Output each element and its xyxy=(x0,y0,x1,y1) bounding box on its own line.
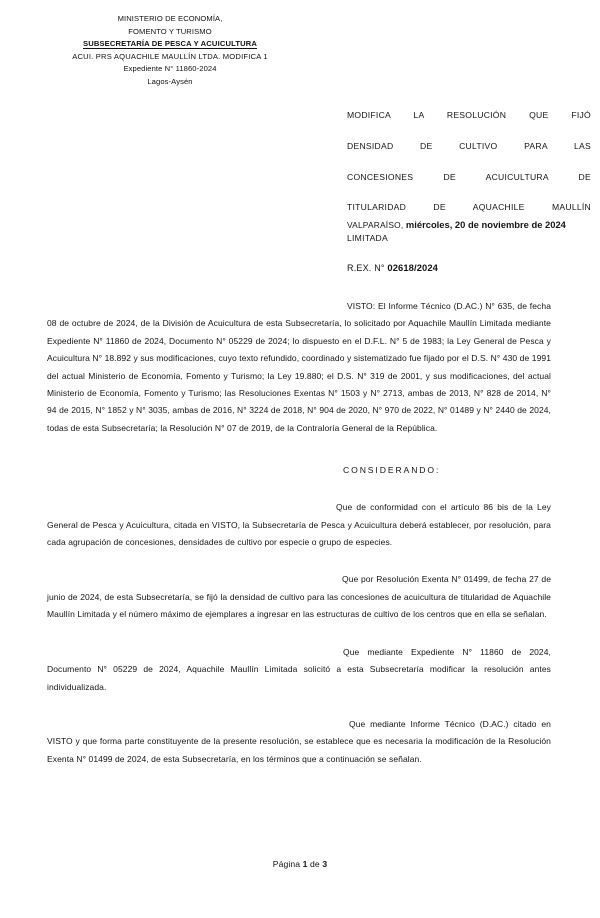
page-footer xyxy=(0,859,600,869)
footer-page-current: 1 xyxy=(302,859,308,869)
spacer-after-considerando xyxy=(47,477,551,499)
place-date-value: miércoles, 20 de noviembre de 2024 xyxy=(405,219,566,230)
resolution-number-value: 02618/2024 xyxy=(387,262,438,273)
place-and-date xyxy=(347,218,597,232)
title-line-1: MODIFICA LA RESOLUCIÓN QUE FIJÓ xyxy=(347,110,591,120)
paragraph-considerando-3: Que mediante Expediente N° 11860 de 2024, Documento N° 05229 de 2024, Aquachile Maullín Limitada solicitó a esta Subsecretaría modificar la resolución antes individualizada. xyxy=(47,646,551,692)
footer-page-total: 3 xyxy=(322,859,328,869)
paragraph-considerando-1: Que de conformidad con el artículo 86 bis de la Ley General de Pesca y Acuicultura, citada en VISTO, la Subsecretaría de Pesca y Acuicultura deberá establecer, por resolución, para cada agrupación de concesiones, densidades de cultivo por especie o grupo de especies. xyxy=(47,502,551,548)
letterhead xyxy=(34,13,306,89)
title-line-3: CONCESIONES DE ACUICULTURA DE xyxy=(347,171,591,182)
spacer-3 xyxy=(47,696,551,716)
paragraph-visto: VISTO: El Informe Técnico (D.AC.) N° 635, de fecha 08 de octubre de 2024, de la División de Acuicultura de esta Subsecretaría, lo solicitado por Aquachile Maullín Limitada mediante Expediente N° 11860 de 2024, Documento N° 05229 de 2024; lo dispuesto en el D.F.L. N° 5 de 1983; la Ley General de Pesca y Acuicultura N° 18.892 y sus modificaciones, cuyo texto refundido, coordinado y sistematizado fue fijado por el D.S. N° 430 de 1991 del actual Ministerio de Economía, Fomento y Turismo; la Ley 19.880; el D.S. N° 319 de 2001, y sus modificaciones, del actual Ministerio de Economía, Fomento y Turismo; las Resoluciones Exentas N° 1503 y N° 2713, ambas de 2013, N° 828 de 2014, N° 94 de 2015, N° 1852 y N° 3035, ambas de 2016, N° 3224 de 2018, N° 904 de 2020, N° 970 de 2022, N° 01489 y N° 2440 de 2024, todas de esta Subsecretaría; la Resolución N° 07 de 2019, de la Contraloría General de la República. xyxy=(47,301,551,433)
footer-page-label: Página xyxy=(272,859,301,869)
letterhead-subsecretary xyxy=(34,38,306,51)
spacer-2 xyxy=(47,624,551,644)
resolution-number-prefix: R.EX. N° xyxy=(347,263,385,273)
letterhead-ministry-line2: FOMENTO Y TURISMO xyxy=(128,26,212,36)
place-city: VALPARAÍSO, xyxy=(347,220,404,230)
paragraph-considerando-4: Que mediante Informe Técnico (D.AC.) citado en VISTO y que forma parte constituyente de la presente resolución, se establece que es necesaria la modificación de la Resolución Exenta N° 01499 de 2024, de esta Subsecretaría, en los términos que a continuación se señalan. xyxy=(47,718,551,764)
title-line-2: DENSIDAD DE CULTIVO PARA LAS xyxy=(347,140,591,151)
title-line-5: LIMITADA xyxy=(347,233,388,244)
paragraph-considerando-2: Que por Resolución Exenta N° 01499, de fecha 27 de junio de 2024, de esta Subsecretaría, se fijó la densidad de cultivo para las concesiones de acuicultura de titularidad de Aquachile Maullín Limitada y el número máximo de ejemplares a ingresar en las estructuras de cultivo de los centros que en ella se señalan. xyxy=(47,574,551,620)
considerando-heading: CONSIDERANDO: xyxy=(343,465,441,476)
letterhead-subsecretary-text: SUBSECRETARÍA DE PESCA Y ACUICULTURA xyxy=(82,39,258,49)
document-body xyxy=(47,298,551,768)
resolution-number xyxy=(347,262,438,273)
letterhead-expediente: Expediente N° 11860-2024 xyxy=(123,64,217,74)
spacer-1 xyxy=(47,551,551,571)
title-line-4: TITULARIDAD DE AQUACHILE MAULLÍN xyxy=(347,202,591,213)
footer-page-of: de xyxy=(310,859,320,869)
letterhead-ministry-line1: MINISTERIO DE ECONOMÍA, xyxy=(117,14,223,23)
letterhead-region: Lagos-Aysén xyxy=(147,76,193,86)
letterhead-reference: ACUI. PRS AQUACHILE MAULLÍN LTDA. MODIFICA 1 xyxy=(72,51,268,61)
